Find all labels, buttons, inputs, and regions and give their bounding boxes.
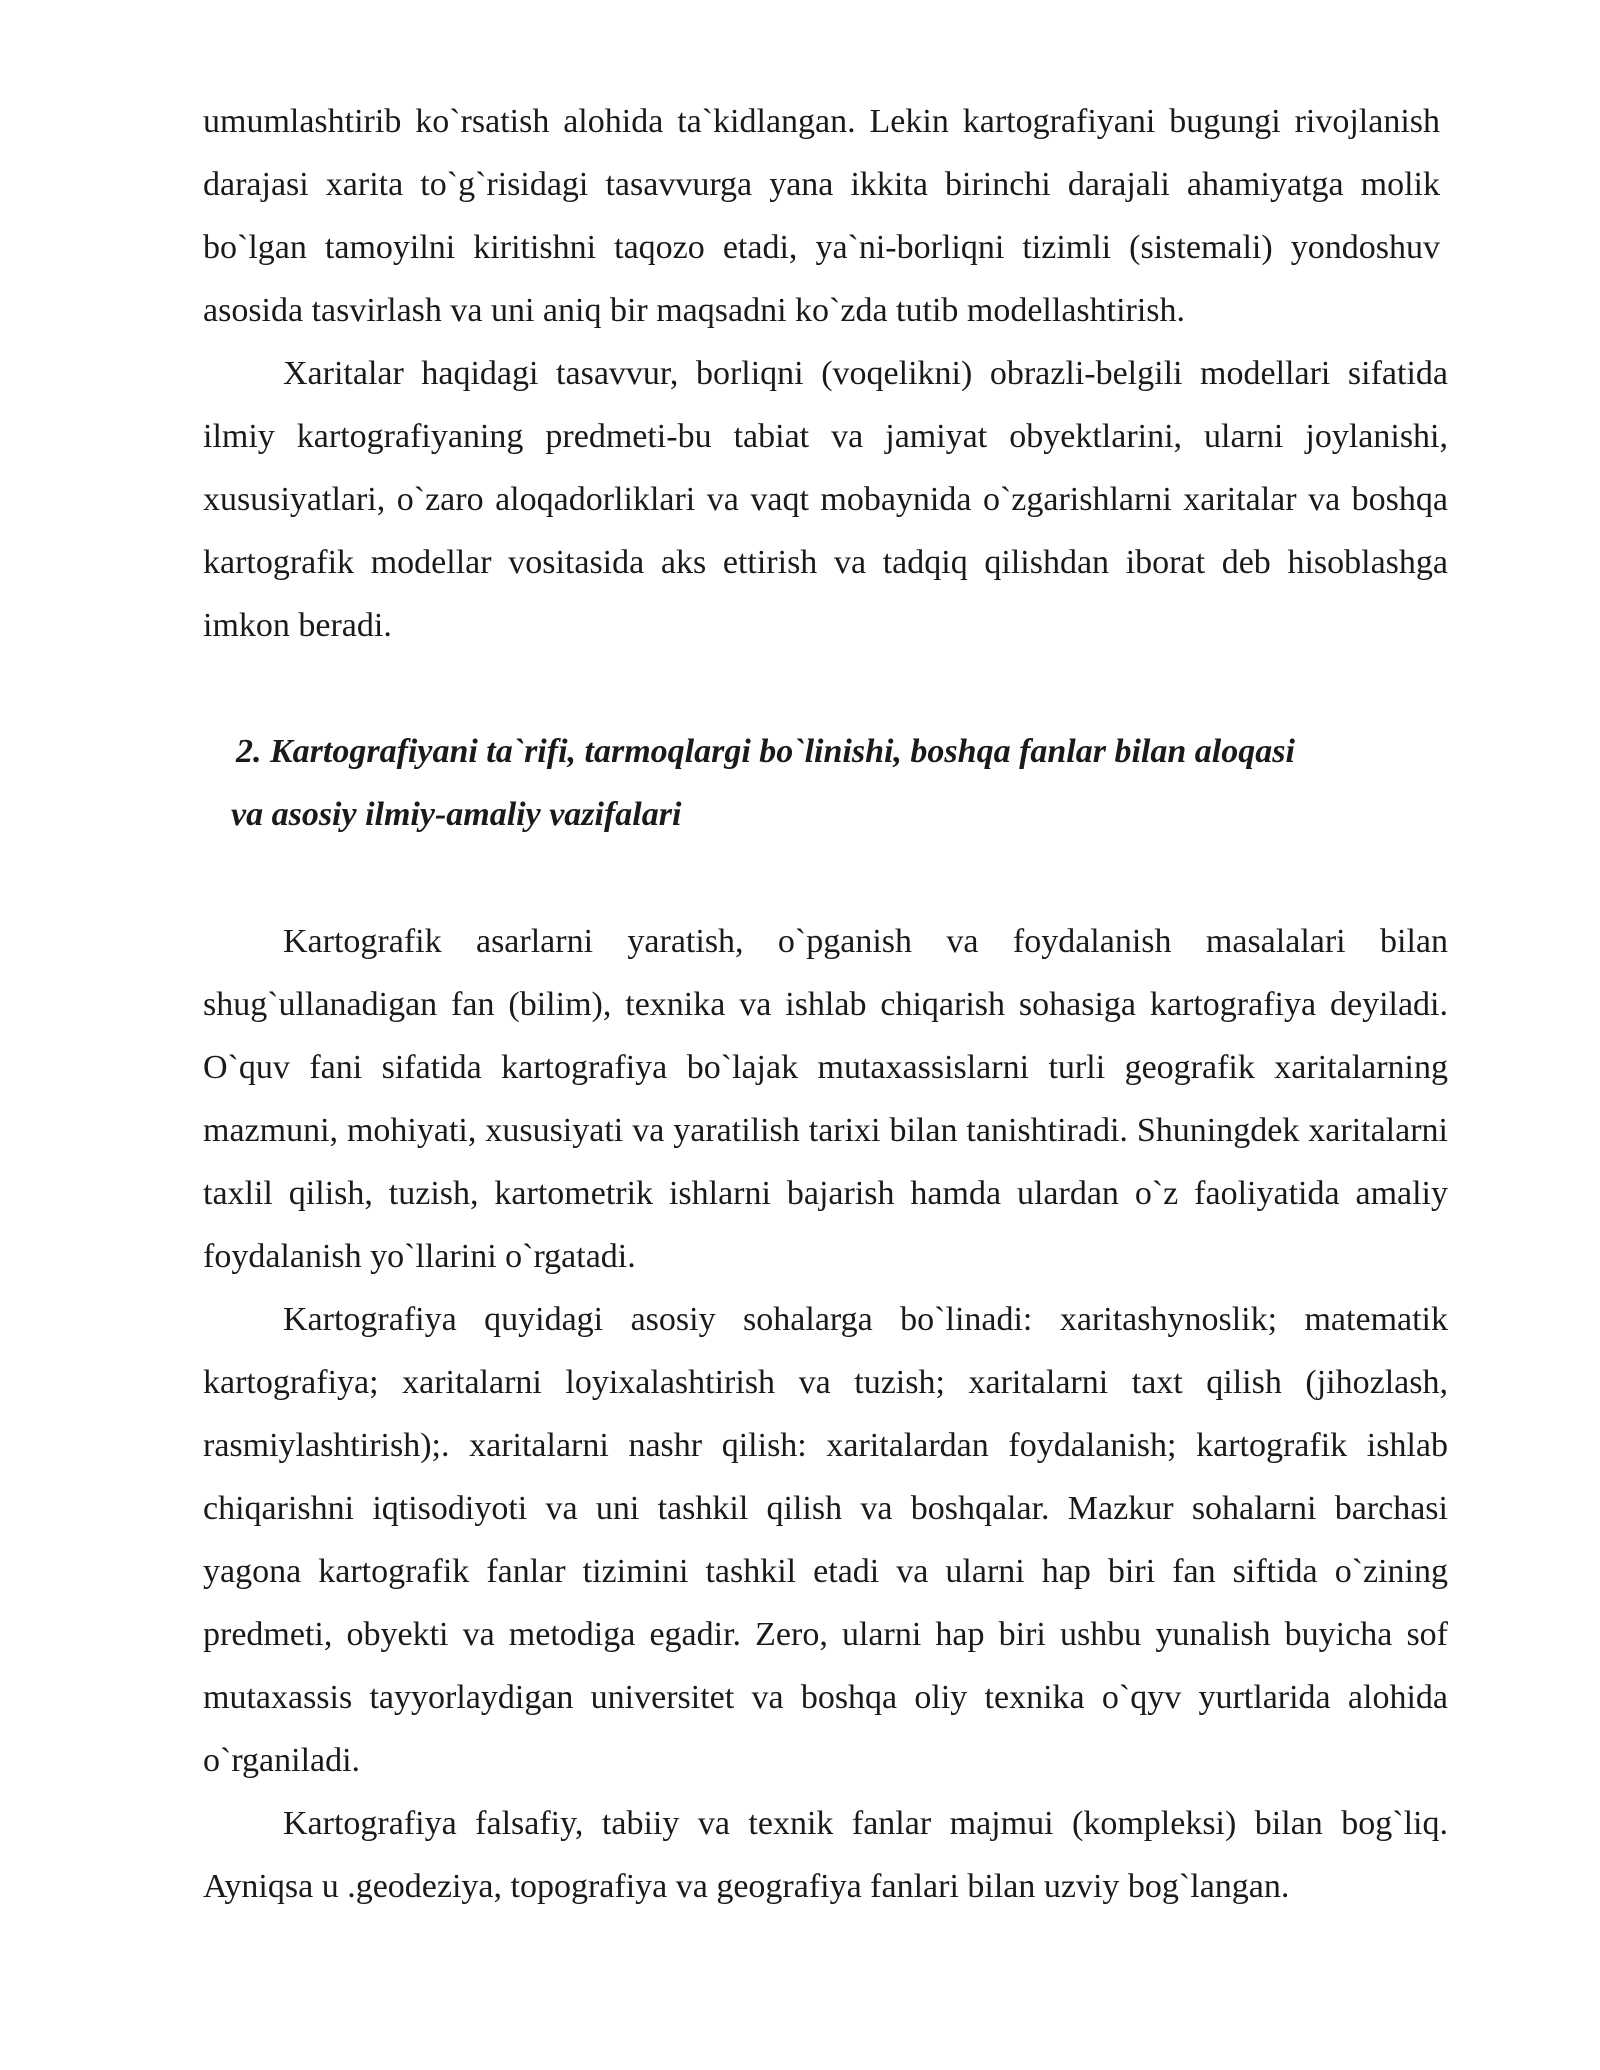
section-heading-line1: 2. Kartografiyani ta`rifi, tarmoqlargi bo`linishi, boshqa fanlar bilan aloqasi: [236, 733, 1295, 770]
section-heading-line2: va asosiy ilmiy-amaliy vazifalari: [231, 796, 682, 833]
paragraph-relations: Kartografiya falsafiy, tabiiy va texnik fanlar majmui (kompleksi) bilan bog`liq. Ayniqsa u .geodeziya, topografiya va geografiya fanlari bilan uzviy bog`langan.: [203, 1805, 1448, 1905]
paragraph-definition: Kartografik asarlarni yaratish, o`pganish va foydalanish masalalari bilan shug`ullanadigan fan (bilim), texnika va ishlab chiqarish sohasiga kartografiya deyiladi. O`quv fani sifatida kartografiya bo`lajak mutaxassislarni turli geografik xaritalarning mazmuni, mohiyati, xususiyati va yaratilish tarixi bilan tanishtiradi. Shuningdek xaritalarni taxlil qilish, tuzish, kartometrik ishlarni bajarish hamda ulardan o`z faoliyatida amaliy foydalanish yo`llarini o`rgatadi.: [203, 923, 1448, 1275]
paragraph-branches: Kartografiya quyidagi asosiy sohalarga bo`linadi: xaritashynoslik; matematik kartografiya; xaritalarni loyixalashtirish va tuzish; xaritalarni taxt qilish (jihozlash, rasmiylashtirish);. xaritalarni nashr qilish: xaritalardan foydalanish; kartografik ishlab chiqarishni iqtisodiyoti va uni tashkil qilish va boshqalar. Mazkur sohalarni barchasi yagona kartografik fanlar tizimini tashkil etadi va ularni hap biri fan siftida o`zining predmeti, obyekti va metodiga egadir. Zero, ularni hap biri ushbu yunalish buyicha sof mutaxassis tayyorlaydigan universitet va boshqa oliy texnika o`qyv yurtlarida alohida o`rganiladi.: [203, 1301, 1448, 1779]
document-page: [203, 90, 1448, 1918]
spacer: [203, 846, 1448, 910]
section-heading: [203, 720, 1448, 846]
paragraph-map-concept: Xaritalar haqidagi tasavvur, borliqni (voqelikni) obrazli-belgili modellari sifatida ilmiy kartografiyaning predmeti-bu tabiat va jamiyat obyektlarini, ularni joylanishi, xususiyatlari, o`zaro aloqadorliklari va vaqt mobaynida o`zgarishlarni xaritalar va boshqa kartografik modellar vositasida aks ettirish va tadqiq qilishdan iborat deb hisoblashga imkon beradi.: [203, 355, 1448, 644]
spacer: [203, 657, 1448, 720]
paragraph-continued: umumlashtirib ko`rsatish alohida ta`kidlangan. Lekin kartografiyani bugungi rivojlanish darajasi xarita to`g`risidagi tasavvurga yana ikkita birinchi darajali ahamiyatga molik bo`lgan tamoyilni kiritishni taqozo etadi, ya`ni-borliqni tizimli (sistemali) yondoshuv asosida tasvirlash va uni aniq bir maqsadni ko`zda tutib modellashtirish.: [203, 103, 1440, 329]
